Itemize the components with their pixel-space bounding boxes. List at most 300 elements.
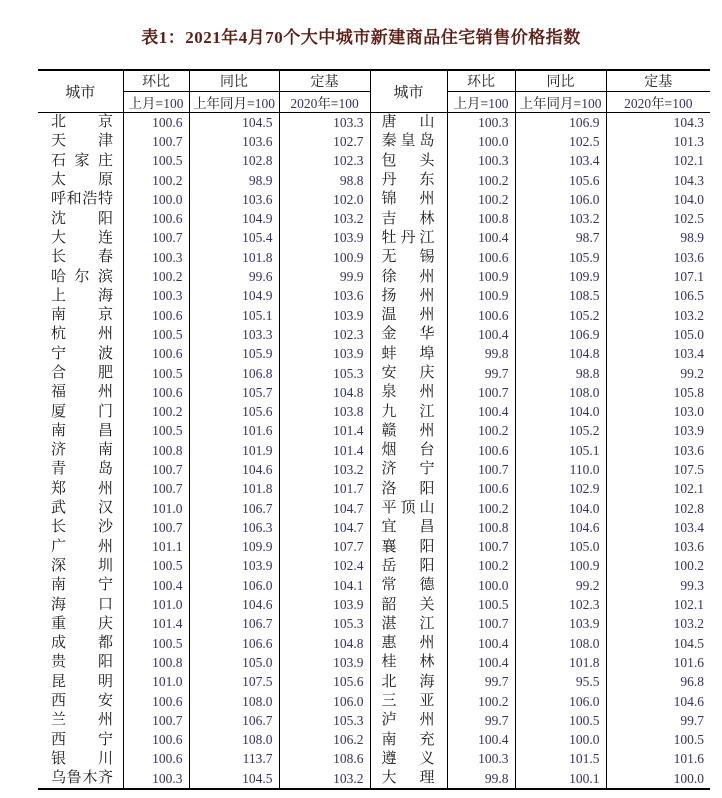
fixedbase-value-left: 103.9 [279, 229, 370, 248]
fixedbase-value-left: 104.7 [279, 499, 370, 518]
yoy-value-right: 105.1 [515, 441, 606, 460]
mom-value-left: 100.5 [123, 422, 189, 441]
city-name: 重庆 [51, 615, 113, 632]
city-name: 吉林 [381, 210, 435, 227]
city-cell-right [370, 711, 447, 730]
city-cell-left [38, 615, 123, 634]
fixedbase-value-left: 103.3 [279, 113, 370, 133]
mom-value-right: 100.5 [447, 595, 515, 614]
yoy-value-left: 106.6 [189, 634, 279, 653]
yoy-value-right: 98.7 [515, 229, 606, 248]
city-name: 杭州 [51, 326, 113, 343]
fixedbase-value-right: 103.0 [606, 402, 710, 421]
fixedbase-value-right: 101.3 [606, 132, 710, 151]
mom-value-left: 100.2 [123, 402, 189, 421]
yoy-value-left: 106.3 [189, 518, 279, 537]
city-name: 西安 [51, 693, 113, 710]
city-name: 宁波 [51, 345, 113, 362]
mom-value-left: 100.5 [123, 152, 189, 171]
mom-value-left: 100.6 [123, 306, 189, 325]
mom-value-left: 100.6 [123, 345, 189, 364]
yoy-value-left: 109.9 [189, 538, 279, 557]
fixedbase-value-right: 106.5 [606, 287, 710, 306]
city-cell-left [38, 113, 123, 133]
yoy-value-left: 105.0 [189, 653, 279, 672]
mom-value-left: 100.5 [123, 325, 189, 344]
city-cell-right [370, 595, 447, 614]
mom-value-right: 100.7 [447, 383, 515, 402]
yoy-value-right: 104.0 [515, 402, 606, 421]
city-name: 广州 [51, 538, 113, 555]
table-row [38, 383, 710, 402]
table-row [38, 287, 710, 306]
city-name: 无锡 [381, 249, 435, 266]
table-row [38, 171, 710, 190]
fixedbase-value-left: 98.8 [279, 171, 370, 190]
mom-value-right: 99.8 [447, 345, 515, 364]
fixedbase-value-right: 100.5 [606, 731, 710, 750]
city-name: 遵义 [381, 750, 435, 767]
fixedbase-value-right: 102.1 [606, 152, 710, 171]
mom-value-left: 100.5 [123, 557, 189, 576]
city-name: 上海 [51, 287, 113, 304]
mom-value-right: 100.6 [447, 248, 515, 267]
city-cell-left [38, 499, 123, 518]
yoy-value-right: 106.0 [515, 190, 606, 209]
fixedbase-value-right: 101.6 [606, 750, 710, 769]
yoy-value-right: 102.3 [515, 595, 606, 614]
yoy-value-left: 105.9 [189, 345, 279, 364]
city-cell-right [370, 325, 447, 344]
city-name: 兰州 [51, 712, 113, 729]
fixedbase-value-right: 104.0 [606, 190, 710, 209]
city-cell-right [370, 171, 447, 190]
city-cell-left [38, 595, 123, 614]
fixedbase-value-right: 99.7 [606, 711, 710, 730]
mom-value-right: 100.0 [447, 132, 515, 151]
city-cell-left [38, 402, 123, 421]
price-index-table [38, 69, 710, 790]
yoy-value-left: 104.6 [189, 595, 279, 614]
city-cell-right [370, 480, 447, 499]
yoy-value-left: 106.7 [189, 711, 279, 730]
city-cell-right [370, 538, 447, 557]
header-city-left: 城市 [38, 70, 123, 113]
mom-value-left: 100.2 [123, 267, 189, 286]
mom-value-right: 100.2 [447, 499, 515, 518]
header-yoy-left: 同比 [189, 70, 279, 92]
yoy-value-left: 102.8 [189, 152, 279, 171]
mom-value-right: 100.6 [447, 480, 515, 499]
city-cell-left [38, 441, 123, 460]
mom-value-right: 100.4 [447, 325, 515, 344]
city-name: 秦皇岛 [381, 133, 435, 150]
city-name: 海口 [51, 596, 113, 613]
fixedbase-value-left: 99.9 [279, 267, 370, 286]
fixedbase-value-right: 102.1 [606, 595, 710, 614]
table-row [38, 557, 710, 576]
yoy-value-right: 103.9 [515, 615, 606, 634]
header-mom-right: 环比 [447, 70, 515, 92]
mom-value-right: 100.3 [447, 113, 515, 133]
fixedbase-value-right: 104.3 [606, 171, 710, 190]
header-fixedbase-base-right: 2020年=100 [606, 92, 710, 113]
city-cell-right [370, 190, 447, 209]
fixedbase-value-left: 103.2 [279, 209, 370, 228]
city-cell-right [370, 769, 447, 789]
mom-value-right: 100.6 [447, 441, 515, 460]
table-row [38, 441, 710, 460]
yoy-value-right: 105.0 [515, 538, 606, 557]
fixedbase-value-left: 106.2 [279, 731, 370, 750]
city-name: 济宁 [381, 461, 435, 478]
mom-value-right: 100.4 [447, 634, 515, 653]
yoy-value-right: 103.2 [515, 209, 606, 228]
yoy-value-right: 100.1 [515, 769, 606, 789]
city-name: 襄阳 [381, 538, 435, 555]
fixedbase-value-right: 105.0 [606, 325, 710, 344]
yoy-value-left: 107.5 [189, 673, 279, 692]
mom-value-left: 100.8 [123, 441, 189, 460]
fixedbase-value-right: 102.1 [606, 480, 710, 499]
city-cell-right [370, 557, 447, 576]
fixedbase-value-right: 103.6 [606, 538, 710, 557]
city-cell-left [38, 731, 123, 750]
fixedbase-value-left: 102.3 [279, 152, 370, 171]
mom-value-left: 100.3 [123, 248, 189, 267]
city-cell-right [370, 731, 447, 750]
city-name: 贵阳 [51, 654, 113, 671]
yoy-value-left: 106.0 [189, 576, 279, 595]
city-cell-right [370, 499, 447, 518]
city-name: 蚌埠 [381, 345, 435, 362]
city-name: 惠州 [381, 635, 435, 652]
city-cell-left [38, 306, 123, 325]
city-name: 泉州 [381, 384, 435, 401]
city-cell-left [38, 538, 123, 557]
city-name: 丹东 [381, 172, 435, 189]
table-row [38, 692, 710, 711]
mom-value-left: 101.1 [123, 538, 189, 557]
yoy-value-right: 95.5 [515, 673, 606, 692]
table-row [38, 113, 710, 133]
yoy-value-left: 106.7 [189, 615, 279, 634]
table-row [38, 711, 710, 730]
city-cell-left [38, 673, 123, 692]
city-name: 金华 [381, 326, 435, 343]
mom-value-right: 100.9 [447, 287, 515, 306]
city-name: 合肥 [51, 365, 113, 381]
mom-value-left: 100.5 [123, 634, 189, 653]
yoy-value-right: 105.9 [515, 248, 606, 267]
yoy-value-left: 104.9 [189, 209, 279, 228]
city-cell-left [38, 653, 123, 672]
fixedbase-value-left: 104.8 [279, 383, 370, 402]
fixedbase-value-right: 103.6 [606, 248, 710, 267]
mom-value-left: 100.7 [123, 460, 189, 479]
mom-value-left: 100.0 [123, 190, 189, 209]
city-cell-left [38, 229, 123, 248]
fixedbase-value-left: 101.7 [279, 480, 370, 499]
fixedbase-value-left: 103.8 [279, 402, 370, 421]
mom-value-right: 100.0 [447, 576, 515, 595]
fixedbase-value-left: 104.7 [279, 518, 370, 537]
table-row [38, 248, 710, 267]
mom-value-right: 100.2 [447, 171, 515, 190]
fixedbase-value-right: 98.9 [606, 229, 710, 248]
mom-value-right: 100.4 [447, 402, 515, 421]
fixedbase-value-right: 96.8 [606, 673, 710, 692]
mom-value-left: 100.5 [123, 364, 189, 383]
fixedbase-value-left: 103.9 [279, 595, 370, 614]
fixedbase-value-right: 103.6 [606, 441, 710, 460]
city-cell-left [38, 132, 123, 151]
fixedbase-value-right: 104.5 [606, 634, 710, 653]
table-row [38, 152, 710, 171]
table-row [38, 209, 710, 228]
city-name: 沈阳 [51, 210, 113, 227]
header-mom-left: 环比 [123, 70, 189, 92]
city-cell-right [370, 364, 447, 383]
fixedbase-value-right: 107.1 [606, 267, 710, 286]
table-header [38, 70, 710, 113]
table-row [38, 480, 710, 499]
city-name: 北海 [381, 673, 435, 690]
table-body [38, 113, 710, 790]
header-row-1 [38, 70, 710, 92]
city-name: 武汉 [51, 500, 113, 517]
mom-value-right: 100.3 [447, 152, 515, 171]
city-cell-left [38, 518, 123, 537]
city-cell-right [370, 422, 447, 441]
mom-value-right: 99.7 [447, 673, 515, 692]
city-cell-left [38, 383, 123, 402]
city-name: 哈尔滨 [51, 268, 113, 285]
mom-value-right: 100.8 [447, 518, 515, 537]
city-name: 大连 [51, 229, 113, 246]
page-title: 表1：2021年4月70个大中城市新建商品住宅销售价格指数 [141, 28, 581, 47]
city-name: 西宁 [51, 731, 113, 748]
city-name: 长春 [51, 249, 113, 266]
mom-value-left: 100.4 [123, 576, 189, 595]
table-row [38, 634, 710, 653]
mom-value-left: 100.7 [123, 518, 189, 537]
yoy-value-right: 108.0 [515, 383, 606, 402]
city-name: 湛江 [381, 615, 435, 632]
fixedbase-value-right: 102.5 [606, 209, 710, 228]
table-row [38, 769, 710, 789]
city-name: 深圳 [51, 557, 113, 574]
city-cell-right [370, 248, 447, 267]
city-cell-right [370, 673, 447, 692]
yoy-value-right: 100.5 [515, 711, 606, 730]
fixedbase-value-left: 106.0 [279, 692, 370, 711]
city-cell-right [370, 267, 447, 286]
city-name: 天津 [51, 133, 113, 150]
fixedbase-value-right: 105.8 [606, 383, 710, 402]
fixedbase-value-left: 104.8 [279, 634, 370, 653]
fixedbase-value-left: 108.6 [279, 750, 370, 769]
fixedbase-value-right: 101.6 [606, 653, 710, 672]
yoy-value-right: 108.5 [515, 287, 606, 306]
mom-value-left: 100.8 [123, 653, 189, 672]
city-cell-left [38, 267, 123, 286]
table-row [38, 229, 710, 248]
city-name: 温州 [381, 307, 435, 324]
fixedbase-value-left: 102.4 [279, 557, 370, 576]
mom-value-left: 100.3 [123, 769, 189, 789]
table-row [38, 325, 710, 344]
city-cell-left [38, 634, 123, 653]
yoy-value-right: 106.0 [515, 692, 606, 711]
city-name: 徐州 [381, 268, 435, 285]
yoy-value-right: 105.2 [515, 422, 606, 441]
mom-value-left: 101.0 [123, 499, 189, 518]
table-row [38, 595, 710, 614]
fixedbase-value-right: 100.0 [606, 769, 710, 789]
fixedbase-value-left: 103.9 [279, 306, 370, 325]
fixedbase-value-left: 105.3 [279, 615, 370, 634]
city-name: 石家庄 [51, 152, 113, 169]
city-cell-left [38, 171, 123, 190]
yoy-value-right: 101.5 [515, 750, 606, 769]
table-row [38, 538, 710, 557]
table-row [38, 750, 710, 769]
yoy-value-left: 105.1 [189, 306, 279, 325]
mom-value-left: 101.0 [123, 595, 189, 614]
city-name: 洛阳 [381, 480, 435, 497]
fixedbase-value-left: 102.0 [279, 190, 370, 209]
mom-value-left: 100.6 [123, 113, 189, 133]
city-cell-right [370, 306, 447, 325]
city-name: 厦门 [51, 403, 113, 420]
city-name: 济南 [51, 442, 113, 459]
city-name: 韶关 [381, 596, 435, 613]
yoy-value-right: 105.6 [515, 171, 606, 190]
city-cell-right [370, 518, 447, 537]
city-name: 成都 [51, 635, 113, 652]
table-row [38, 731, 710, 750]
yoy-value-left: 106.7 [189, 499, 279, 518]
yoy-value-left: 108.0 [189, 731, 279, 750]
fixedbase-value-left: 101.4 [279, 441, 370, 460]
city-cell-right [370, 653, 447, 672]
mom-value-right: 100.7 [447, 460, 515, 479]
mom-value-right: 100.7 [447, 615, 515, 634]
header-mom-base-right: 上月=100 [447, 92, 515, 113]
city-name: 扬州 [381, 287, 435, 304]
city-name: 桂林 [381, 654, 435, 671]
fixedbase-value-left: 103.9 [279, 653, 370, 672]
mom-value-right: 100.2 [447, 422, 515, 441]
city-name: 北京 [51, 114, 113, 131]
mom-value-right: 99.7 [447, 364, 515, 383]
header-yoy-base-left: 上年同月=100 [189, 92, 279, 113]
city-cell-right [370, 113, 447, 133]
yoy-value-left: 105.4 [189, 229, 279, 248]
fixedbase-value-left: 103.9 [279, 345, 370, 364]
yoy-value-left: 101.8 [189, 248, 279, 267]
city-name: 宜昌 [381, 519, 435, 536]
city-name: 常德 [381, 577, 435, 594]
city-cell-right [370, 287, 447, 306]
city-cell-right [370, 615, 447, 634]
fixedbase-value-left: 100.9 [279, 248, 370, 267]
yoy-value-right: 105.2 [515, 306, 606, 325]
city-name: 泸州 [381, 712, 435, 729]
city-cell-right [370, 152, 447, 171]
city-name: 大理 [381, 770, 435, 787]
fixedbase-value-right: 103.4 [606, 518, 710, 537]
city-name: 福州 [51, 384, 113, 401]
yoy-value-left: 101.6 [189, 422, 279, 441]
mom-value-left: 100.7 [123, 480, 189, 499]
city-name: 太原 [51, 172, 113, 189]
city-cell-left [38, 248, 123, 267]
mom-value-left: 101.4 [123, 615, 189, 634]
city-name: 长沙 [51, 519, 113, 536]
fixedbase-value-left: 103.2 [279, 460, 370, 479]
city-cell-right [370, 576, 447, 595]
yoy-value-right: 102.5 [515, 132, 606, 151]
city-name: 青岛 [51, 461, 113, 478]
yoy-value-left: 104.6 [189, 460, 279, 479]
fixedbase-value-left: 104.1 [279, 576, 370, 595]
fixedbase-value-right: 102.8 [606, 499, 710, 518]
city-name: 昆明 [51, 673, 113, 690]
fixedbase-value-right: 99.3 [606, 576, 710, 595]
mom-value-left: 100.6 [123, 692, 189, 711]
fixedbase-value-right: 100.2 [606, 557, 710, 576]
city-cell-left [38, 287, 123, 306]
fixedbase-value-right: 103.2 [606, 615, 710, 634]
yoy-value-right: 98.8 [515, 364, 606, 383]
fixedbase-value-left: 103.2 [279, 769, 370, 789]
fixedbase-value-left: 105.6 [279, 673, 370, 692]
table-row [38, 615, 710, 634]
city-name: 呼和浩特 [51, 191, 113, 208]
city-cell-left [38, 190, 123, 209]
city-cell-right [370, 209, 447, 228]
city-cell-right [370, 383, 447, 402]
mom-value-right: 100.8 [447, 209, 515, 228]
city-name: 牡丹江 [381, 229, 435, 246]
city-cell-left [38, 364, 123, 383]
yoy-value-left: 113.7 [189, 750, 279, 769]
yoy-value-left: 104.9 [189, 287, 279, 306]
header-fixedbase-base-left: 2020年=100 [279, 92, 370, 113]
city-name: 平顶山 [381, 500, 435, 517]
table-row [38, 499, 710, 518]
yoy-value-left: 101.8 [189, 480, 279, 499]
table-row [38, 364, 710, 383]
fixedbase-value-right: 103.9 [606, 422, 710, 441]
mom-value-left: 100.7 [123, 711, 189, 730]
yoy-value-left: 103.9 [189, 557, 279, 576]
mom-value-right: 100.4 [447, 731, 515, 750]
yoy-value-right: 104.0 [515, 499, 606, 518]
city-name: 南京 [51, 307, 113, 324]
fixedbase-value-left: 102.3 [279, 325, 370, 344]
yoy-value-left: 105.7 [189, 383, 279, 402]
mom-value-left: 100.3 [123, 287, 189, 306]
city-name: 九江 [381, 403, 435, 420]
yoy-value-right: 106.9 [515, 113, 606, 133]
city-cell-right [370, 634, 447, 653]
city-cell-right [370, 132, 447, 151]
city-name: 包头 [381, 152, 435, 169]
header-mom-base-left: 上月=100 [123, 92, 189, 113]
